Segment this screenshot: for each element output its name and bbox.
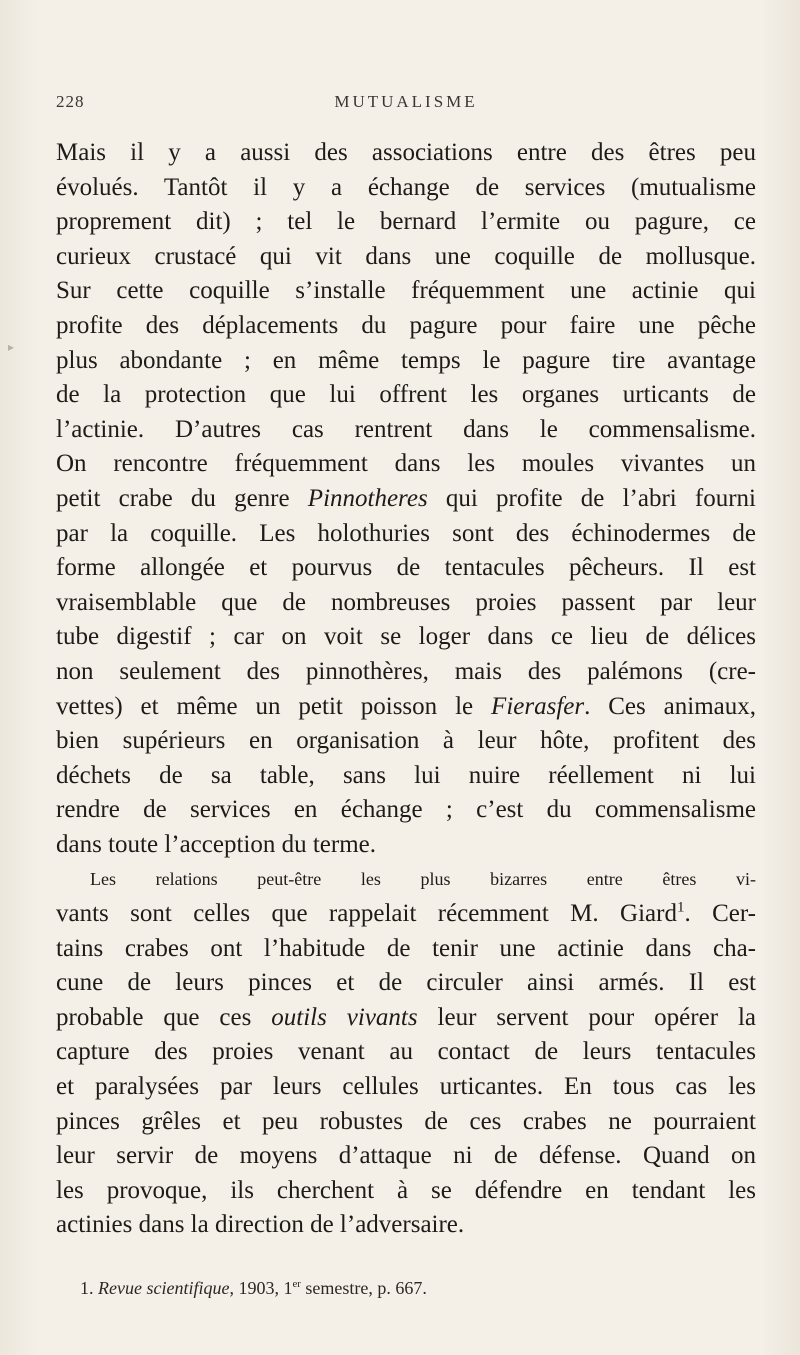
text-line: de la protection que lui offrent les organes urticants de bbox=[56, 381, 756, 409]
footnote-text: semestre, p. 667. bbox=[300, 1278, 427, 1298]
text-line: plus abondante ; en même temps le pagure tire avantage bbox=[56, 346, 756, 374]
scan-speck: ▸ bbox=[8, 340, 15, 354]
text-line: bien supérieurs en organisation à leur hôte, profitent des bbox=[56, 727, 756, 755]
text-segment: probable que ces bbox=[56, 1003, 252, 1031]
text-line: les provoque, ils cherchent à se défendre en tendant les bbox=[56, 1176, 756, 1204]
page-header bbox=[56, 92, 756, 124]
text-segment: . Ces animaux, bbox=[584, 692, 756, 720]
footnote-sup: er bbox=[292, 1278, 301, 1290]
text-segment: . Cer- bbox=[684, 900, 756, 928]
text-line bbox=[56, 690, 756, 725]
text-line: curieux crustacé qui vit dans une coquille de mollusque. bbox=[56, 242, 756, 270]
text-line: Sur cette coquille s’installe fréquemment une actinie qui bbox=[56, 277, 756, 305]
text-line: tains crabes ont l’habitude de tenir une actinie dans cha- bbox=[56, 934, 756, 962]
text-line: profite des déplacements du pagure pour faire une pêche bbox=[56, 311, 756, 339]
text-line: tube digestif ; car on voit se loger dans ce lieu de délices bbox=[56, 623, 756, 651]
body-text bbox=[56, 136, 756, 1243]
text-segment: qui profite de l’abri fourni bbox=[427, 484, 756, 512]
text-line: dans toute l’acception du terme. bbox=[56, 830, 377, 858]
text-line: vraisemblable que de nombreuses proies passent par leur bbox=[56, 588, 756, 616]
text-line: capture des proies venant au contact de leurs tentacules bbox=[56, 1038, 756, 1066]
genus-name: Fierasfer bbox=[491, 692, 585, 720]
text-line: forme allongée et pourvus de tentacules pêcheurs. Il est bbox=[56, 554, 756, 582]
footnote-text: , 1903, 1 bbox=[229, 1278, 293, 1298]
footnote-ref[interactable]: 1 bbox=[676, 899, 685, 916]
text-segment: leur servent pour opérer la bbox=[417, 1003, 756, 1031]
text-line bbox=[56, 1001, 756, 1036]
text-line: par la coquille. Les holothuries sont des échinodermes de bbox=[56, 519, 756, 547]
text-line: rendre de services en échange ; c’est du commensalisme bbox=[56, 796, 756, 824]
text-line: pinces grêles et peu robustes de ces crabes ne pourraient bbox=[56, 1107, 756, 1135]
text-line: Les relations peut-être les plus bizarres entre êtres vi- bbox=[90, 869, 756, 890]
emphasis: outils vivants bbox=[271, 1003, 418, 1031]
text-line: proprement dit) ; tel le bernard l’ermite ou pagure, ce bbox=[56, 208, 756, 236]
page-number: 228 bbox=[56, 92, 85, 111]
text-line bbox=[56, 482, 756, 517]
text-line bbox=[56, 897, 756, 932]
text-line: Mais il y a aussi des associations entre des êtres peu bbox=[56, 139, 756, 166]
text-line: cune de leurs pinces et de circuler ainsi armés. Il est bbox=[56, 969, 756, 997]
text-line: l’actinie. D’autres cas rentrent dans le commensalisme. bbox=[56, 415, 756, 443]
text-line: et paralysées par leurs cellules urticantes. En tous cas les bbox=[56, 1073, 756, 1101]
text-line: actinies dans la direction de l’adversaire. bbox=[56, 1211, 465, 1239]
text-segment: vettes) et même un petit poisson le bbox=[56, 692, 474, 720]
footnote-number: 1. bbox=[80, 1278, 94, 1298]
running-title: MUTUALISME bbox=[334, 92, 478, 111]
footnote-source: Revue scientifique bbox=[98, 1278, 230, 1298]
text-line: non seulement des pinnothères, mais des palémons (cre- bbox=[56, 657, 756, 685]
footnote bbox=[80, 1278, 760, 1299]
text-line: évolués. Tantôt il y a échange de services (mutualisme bbox=[56, 173, 756, 201]
text-line: déchets de sa table, sans lui nuire réellement ni lui bbox=[56, 761, 756, 789]
text-segment: petit crabe du genre bbox=[56, 484, 290, 512]
genus-name: Pinnotheres bbox=[307, 484, 428, 512]
text-line: On rencontre fréquemment dans les moules vivantes un bbox=[56, 450, 756, 478]
text-segment: vants sont celles que rappelait récemment M. Giard bbox=[56, 900, 677, 928]
text-line: leur servir de moyens d’attaque ni de défense. Quand on bbox=[56, 1142, 756, 1170]
